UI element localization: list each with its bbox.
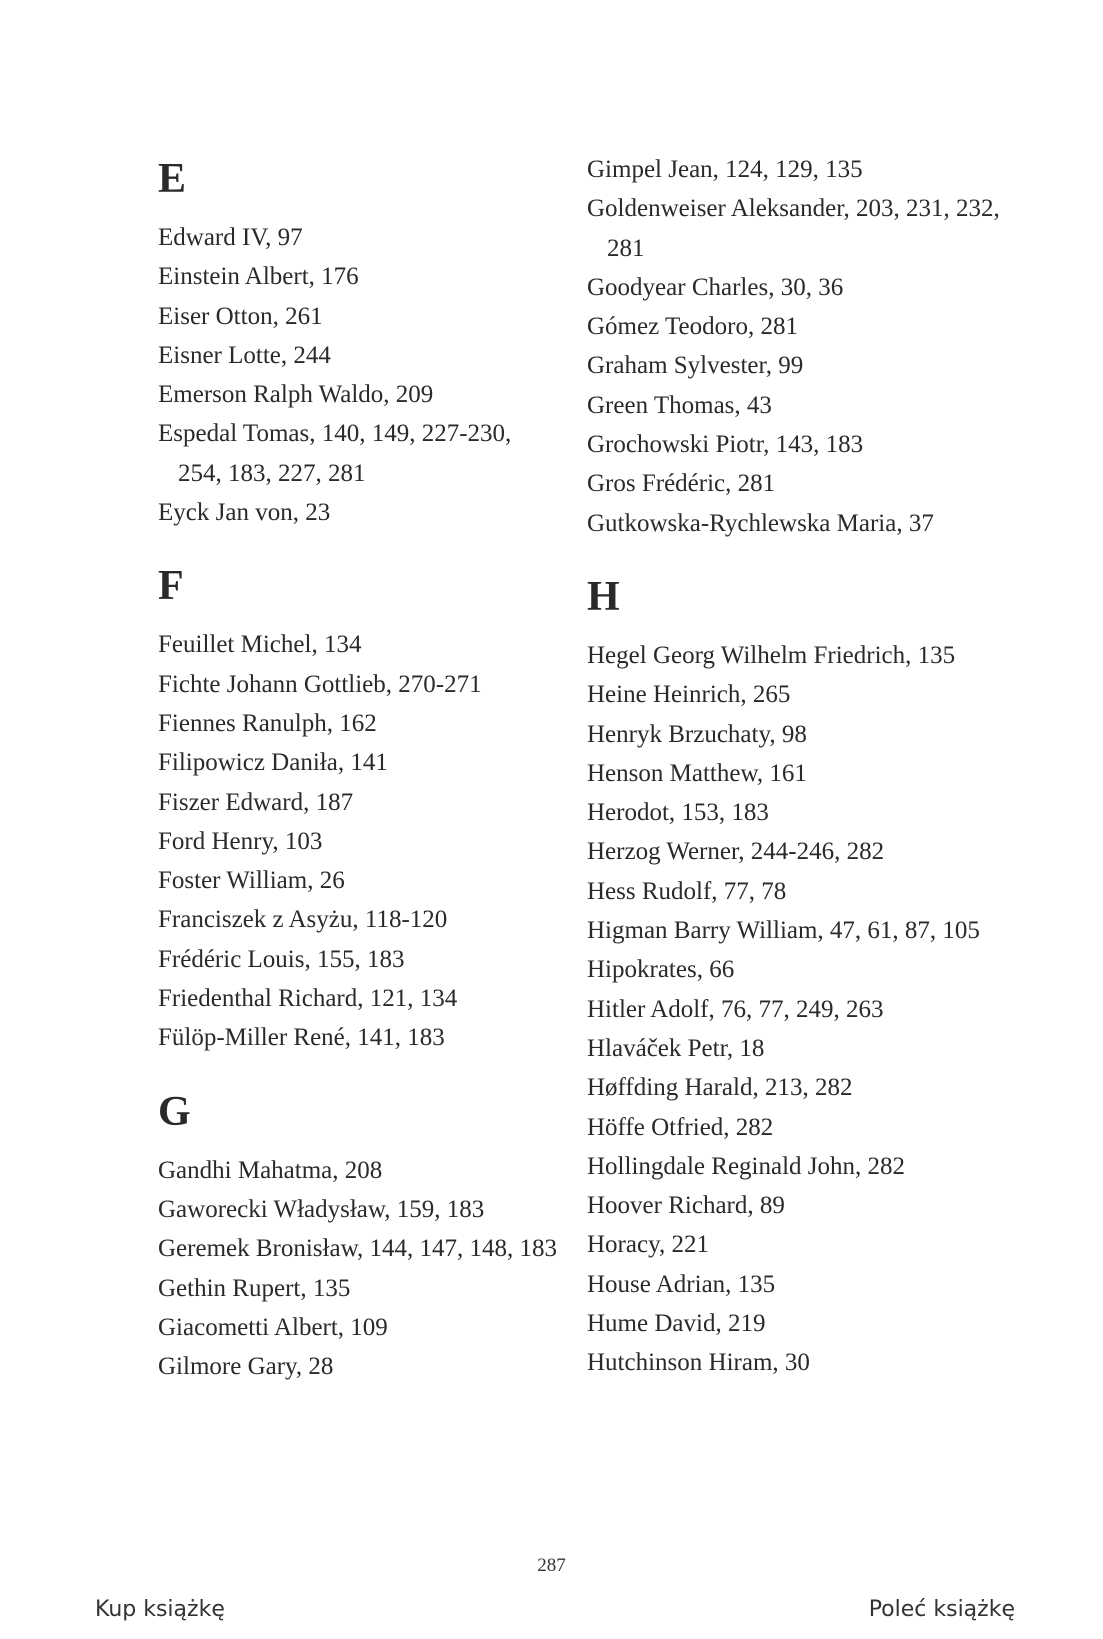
index-entry: Espedal Tomas, 140, 149, 227-230, 254, 183, 227, 281 — [158, 420, 512, 487]
index-entry: Hoover Richard, 89 — [587, 1192, 785, 1220]
entry-list — [587, 150, 1017, 543]
index-entry: Filipowicz Daniła, 141 — [158, 749, 388, 777]
index-entry: Eisner Lotte, 244 — [158, 341, 331, 369]
index-entry: Emerson Ralph Waldo, 209 — [158, 381, 434, 409]
index-entry: Eiser Otton, 261 — [158, 302, 323, 330]
index-entry: Heine Heinrich, 265 — [587, 681, 791, 709]
index-entry: Grochowski Piotr, 143, 183 — [587, 431, 864, 459]
index-entry: Hegel Georg Wilhelm Friedrich, 135 — [587, 641, 956, 669]
recommend-book-link[interactable]: Poleć książkę — [868, 1597, 1015, 1622]
index-entry: Gaworecki Władysław, 159, 183 — [158, 1195, 485, 1223]
index-entry: Giacometti Albert, 109 — [158, 1313, 388, 1341]
index-entry: Hipokrates, 66 — [587, 956, 735, 984]
index-left-column — [158, 140, 558, 1416]
index-entry: Horacy, 221 — [587, 1231, 709, 1259]
index-section — [587, 573, 1017, 1383]
index-entry: Gilmore Gary, 28 — [158, 1353, 334, 1381]
index-entry: Franciszek z Asyżu, 118-120 — [158, 906, 448, 934]
section-letter: E — [158, 156, 187, 202]
index-entry: Hlaváček Petr, 18 — [587, 1034, 765, 1062]
index-entry: Fichte Johann Gottlieb, 270-271 — [158, 670, 482, 698]
section-letter: G — [158, 1088, 191, 1135]
index-section — [158, 562, 558, 1057]
index-entry: Goldenweiser Aleksander, 203, 231, 232, 281 — [587, 195, 1000, 262]
entry-list — [587, 636, 1017, 1383]
index-entry: Ford Henry, 103 — [158, 827, 323, 855]
index-entry: Fülöp-Miller René, 141, 183 — [158, 1024, 445, 1052]
index-entry: Friedenthal Richard, 121, 134 — [158, 985, 458, 1013]
index-entry: Geremek Bronisław, 144, 147, 148, 183 — [158, 1235, 558, 1263]
index-entry: Graham Sylvester, 99 — [587, 352, 804, 380]
index-right-column — [587, 150, 1017, 1413]
index-entry: Herodot, 153, 183 — [587, 799, 769, 827]
section-letter: F — [158, 563, 184, 610]
index-entry: Fiennes Ranulph, 162 — [158, 709, 377, 737]
index-entry: Einstein Albert, 176 — [158, 263, 359, 291]
index-entry: Gómez Teodoro, 281 — [587, 313, 798, 341]
section-letter: H — [587, 573, 620, 620]
index-entry: Hitler Adolf, 76, 77, 249, 263 — [587, 995, 884, 1023]
index-section — [587, 150, 1017, 543]
index-entry: Fiszer Edward, 187 — [158, 788, 354, 816]
index-entry: House Adrian, 135 — [587, 1270, 776, 1298]
index-section — [158, 1088, 558, 1387]
index-entry: Gimpel Jean, 124, 129, 135 — [587, 156, 863, 183]
index-entry: Hollingdale Reginald John, 282 — [587, 1152, 906, 1180]
index-entry: Higman Barry William, 47, 61, 87, 105 — [587, 917, 980, 945]
index-entry: Green Thomas, 43 — [587, 391, 772, 419]
index-entry: Foster William, 26 — [158, 867, 345, 895]
index-entry: Gethin Rupert, 135 — [158, 1274, 351, 1302]
index-entry: Frédéric Louis, 155, 183 — [158, 945, 405, 973]
index-entry: Henson Matthew, 161 — [587, 759, 807, 787]
index-entry: Feuillet Michel, 134 — [158, 631, 362, 659]
index-entry: Hutchinson Hiram, 30 — [587, 1349, 810, 1377]
index-entry: Herzog Werner, 244-246, 282 — [587, 838, 885, 866]
index-entry: Edward IV, 97 — [158, 224, 303, 251]
index-entry: Hess Rudolf, 77, 78 — [587, 877, 787, 905]
index-section — [158, 155, 558, 532]
entry-list — [158, 218, 558, 532]
index-entry: Høffding Harald, 213, 282 — [587, 1074, 853, 1102]
index-entry: Gros Frédéric, 281 — [587, 470, 776, 498]
entry-list — [158, 625, 558, 1057]
index-entry: Gutkowska-Rychlewska Maria, 37 — [587, 509, 934, 537]
index-entry: Eyck Jan von, 23 — [158, 499, 331, 527]
page-number: 287 — [537, 1555, 566, 1576]
buy-book-link[interactable]: Kup książkę — [95, 1597, 225, 1622]
index-entry: Henryk Brzuchaty, 98 — [587, 720, 807, 748]
index-entry: Hume David, 219 — [587, 1310, 766, 1338]
index-entry: Goodyear Charles, 30, 36 — [587, 273, 844, 301]
entry-list — [158, 1151, 558, 1387]
index-entry: Höffe Otfried, 282 — [587, 1113, 774, 1141]
index-entry: Gandhi Mahatma, 208 — [158, 1156, 383, 1184]
